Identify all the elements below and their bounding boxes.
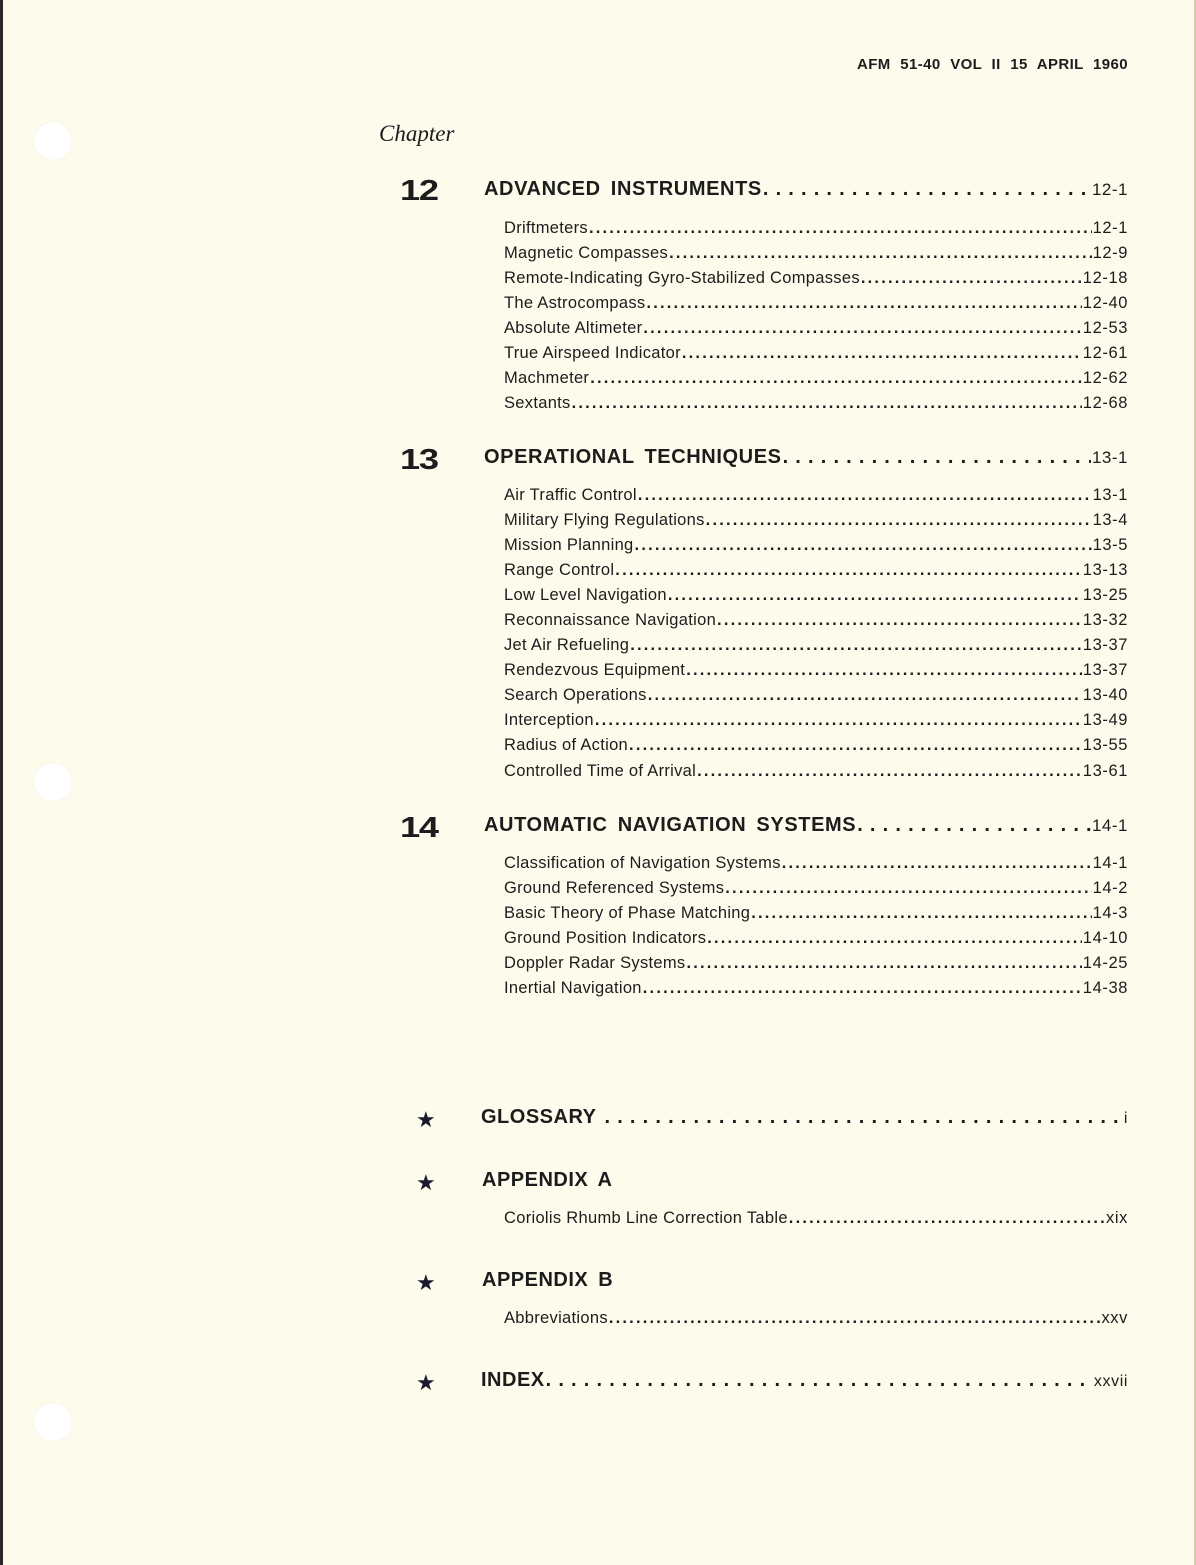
page-number: xxvii <box>1093 1373 1128 1390</box>
toc-section-row[interactable] <box>504 344 1128 363</box>
section-title: Interception <box>504 711 594 729</box>
dot-leader <box>686 954 1081 973</box>
section-title: Basic Theory of Phase Matching <box>504 904 751 922</box>
scan-edge-left <box>0 0 3 1565</box>
star-icon: ★ <box>416 1370 436 1395</box>
page-number: 13-13 <box>1082 561 1128 579</box>
section-title: Controlled Time of Arrival <box>504 762 697 780</box>
dot-leader <box>789 1209 1105 1228</box>
toc-section-row[interactable] <box>504 611 1128 630</box>
index-title: INDEX <box>481 1369 545 1391</box>
section-title: Reconnaissance Navigation <box>504 611 717 629</box>
toc-section-row[interactable] <box>504 762 1128 781</box>
chapter-title: AUTOMATIC NAVIGATION SYSTEMS <box>484 814 857 836</box>
page-number: 14-2 <box>1092 879 1128 897</box>
page-number: i <box>1123 1110 1128 1127</box>
document-header: AFM 51-40 VOL II 15 APRIL 1960 <box>857 56 1128 73</box>
page-number: 12-53 <box>1082 319 1128 337</box>
toc-chapter-row[interactable] <box>484 178 1128 201</box>
toc-section-row[interactable] <box>504 929 1128 948</box>
dot-leader <box>648 686 1082 705</box>
toc-section-row[interactable] <box>504 269 1128 288</box>
dot-leader <box>546 1369 1093 1392</box>
section-title: Doppler Radar Systems <box>504 954 686 972</box>
chapter-title: OPERATIONAL TECHNIQUES <box>484 446 782 468</box>
toc-index-row[interactable] <box>481 1369 1128 1392</box>
page-number: 13-37 <box>1082 636 1128 654</box>
section-title: Radius of Action <box>504 736 629 754</box>
dot-leader <box>646 294 1081 313</box>
toc-section-row[interactable] <box>504 879 1128 898</box>
dot-leader <box>643 319 1081 338</box>
section-title: Machmeter <box>504 369 590 387</box>
toc-section-row[interactable] <box>504 711 1128 730</box>
dot-leader <box>682 344 1082 363</box>
page-number: 13-1 <box>1091 448 1128 467</box>
dot-leader <box>857 814 1091 837</box>
section-title: Absolute Altimeter <box>504 319 643 337</box>
page-number: xix <box>1106 1209 1128 1227</box>
toc-glossary-row[interactable] <box>481 1106 1128 1129</box>
dot-leader <box>572 394 1082 413</box>
toc-section-row[interactable] <box>504 736 1128 755</box>
section-title: Air Traffic Control <box>504 486 637 504</box>
section-title: Range Control <box>504 561 615 579</box>
page-number: 12-40 <box>1082 294 1128 312</box>
toc-section-row[interactable] <box>504 394 1128 413</box>
toc-section-row[interactable] <box>504 904 1128 923</box>
star-icon: ★ <box>416 1170 436 1195</box>
section-title: Remote-Indicating Gyro-Stabilized Compasses <box>504 269 860 287</box>
toc-section-row[interactable] <box>504 1209 1128 1228</box>
toc-section-row[interactable] <box>504 1309 1128 1328</box>
chapter-number: 12 <box>400 175 438 207</box>
section-title: Ground Position Indicators <box>504 929 707 947</box>
page-number: 13-61 <box>1082 762 1128 780</box>
page-number: 13-37 <box>1082 661 1128 679</box>
section-title: Abbreviations <box>504 1309 608 1327</box>
section-title: Sextants <box>504 394 571 412</box>
page-number: 14-3 <box>1092 904 1128 922</box>
section-title: Coriolis Rhumb Line Correction Table <box>504 1209 788 1227</box>
toc-section-row[interactable] <box>504 636 1128 655</box>
section-title: Low Level Navigation <box>504 586 667 604</box>
binder-hole-top <box>34 122 72 160</box>
toc-section-row[interactable] <box>504 369 1128 388</box>
page-number: 12-68 <box>1082 394 1128 412</box>
section-title: True Airspeed Indicator <box>504 344 681 362</box>
toc-section-row[interactable] <box>504 586 1128 605</box>
page-number: 13-55 <box>1082 736 1128 754</box>
page-number: 12-62 <box>1082 369 1128 387</box>
dot-leader <box>589 219 1092 238</box>
chapter-number: 14 <box>400 812 438 844</box>
dot-leader <box>707 929 1082 948</box>
star-icon: ★ <box>416 1107 436 1132</box>
dot-leader <box>668 586 1082 605</box>
toc-section-row[interactable] <box>504 219 1128 238</box>
section-title: Magnetic Compasses <box>504 244 669 262</box>
page-number: 13-1 <box>1092 486 1128 504</box>
page-number: 12-18 <box>1082 269 1128 287</box>
dot-leader <box>782 854 1092 873</box>
toc-section-row[interactable] <box>504 244 1128 263</box>
toc-section-row[interactable] <box>504 854 1128 873</box>
dot-leader <box>751 904 1091 923</box>
dot-leader <box>697 762 1082 781</box>
page-number: 14-10 <box>1082 929 1128 947</box>
chapter-number: 13 <box>400 444 438 476</box>
appendix-b-title[interactable]: APPENDIX B <box>482 1269 614 1291</box>
binder-hole-middle <box>34 763 72 801</box>
page-number: 13-32 <box>1082 611 1128 629</box>
toc-chapter-row[interactable] <box>484 446 1128 469</box>
dot-leader <box>595 711 1082 730</box>
dot-leader <box>717 611 1082 630</box>
dot-leader <box>638 486 1092 505</box>
dot-leader <box>643 979 1082 998</box>
dot-leader <box>609 1309 1101 1328</box>
page-number: 14-1 <box>1092 854 1128 872</box>
toc-section-row[interactable] <box>504 486 1128 505</box>
toc-section-row[interactable] <box>504 511 1128 530</box>
section-title: Inertial Navigation <box>504 979 642 997</box>
dot-leader <box>669 244 1092 263</box>
page-number: 14-38 <box>1082 979 1128 997</box>
dot-leader <box>590 369 1082 388</box>
dot-leader <box>630 636 1082 655</box>
toc-section-row[interactable] <box>504 686 1128 705</box>
page-number: 13-49 <box>1082 711 1128 729</box>
page-number: 13-4 <box>1092 511 1128 529</box>
chapter-column-label: Chapter <box>379 121 455 146</box>
page-number: 12-1 <box>1092 219 1128 237</box>
section-title: Driftmeters <box>504 219 588 237</box>
dot-leader <box>615 561 1082 580</box>
binder-hole-bottom <box>34 1403 72 1441</box>
toc-section-row[interactable] <box>504 661 1128 680</box>
page-number: 14-25 <box>1082 954 1128 972</box>
toc-section-row[interactable] <box>504 319 1128 338</box>
section-title: Military Flying Regulations <box>504 511 705 529</box>
page-number: 13-40 <box>1082 686 1128 704</box>
star-icon: ★ <box>416 1270 436 1295</box>
dot-leader <box>763 178 1091 201</box>
dot-leader <box>686 661 1082 680</box>
toc-section-row[interactable] <box>504 536 1128 555</box>
page-number: xxv <box>1101 1309 1128 1327</box>
page-number: 12-61 <box>1082 344 1128 362</box>
dot-leader <box>605 1106 1123 1129</box>
section-title: Jet Air Refueling <box>504 636 630 654</box>
dot-leader <box>783 446 1091 469</box>
section-title: Rendezvous Equipment <box>504 661 686 679</box>
dot-leader <box>861 269 1082 288</box>
section-title: Mission Planning <box>504 536 634 554</box>
toc-section-row[interactable] <box>504 979 1128 998</box>
page-number: 12-9 <box>1092 244 1128 262</box>
glossary-title: GLOSSARY <box>481 1106 597 1128</box>
dot-leader <box>635 536 1092 555</box>
appendix-a-title[interactable]: APPENDIX A <box>482 1169 613 1191</box>
dot-leader <box>629 736 1082 755</box>
section-title: The Astrocompass <box>504 294 646 312</box>
page-number: 14-1 <box>1091 816 1128 835</box>
section-title: Ground Referenced Systems <box>504 879 725 897</box>
section-title: Classification of Navigation Systems <box>504 854 781 872</box>
toc-section-row[interactable] <box>504 294 1128 313</box>
toc-section-row[interactable] <box>504 954 1128 973</box>
toc-chapter-row[interactable] <box>484 814 1128 837</box>
page-number: 13-5 <box>1092 536 1128 554</box>
dot-leader <box>706 511 1092 530</box>
chapter-title: ADVANCED INSTRUMENTS <box>484 178 762 200</box>
dot-leader <box>725 879 1091 898</box>
page-number: 12-1 <box>1091 180 1128 199</box>
section-title: Search Operations <box>504 686 647 704</box>
page-number: 13-25 <box>1082 586 1128 604</box>
toc-section-row[interactable] <box>504 561 1128 580</box>
